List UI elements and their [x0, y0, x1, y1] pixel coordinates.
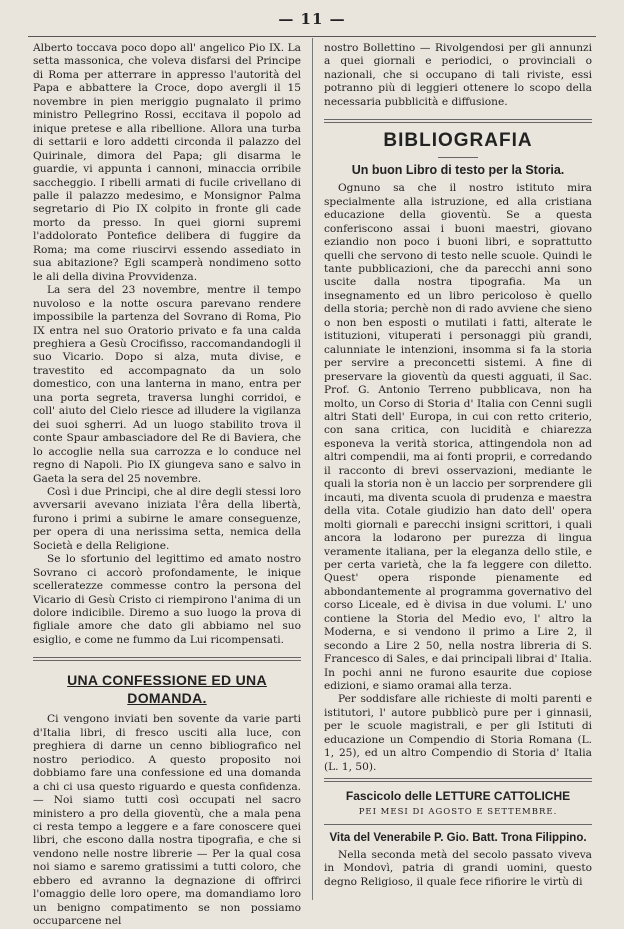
left-paragraph-3: Così i due Principi, che al dire degli stessi loro avversarii avevano iniziata l'êra della libertà, furono i primi a subirne le amare conseguenze, per opera di una nerissima setta, nemica della Società e della Religione.	[33, 485, 301, 552]
right-paragraph-4: Nella seconda metà del secolo passato viveva in Mondovì, patria di grandi uomini, questo degno Religioso, il quale fece rifiorire le virtù di	[324, 848, 592, 888]
right-paragraph-2: Ognuno sa che il nostro istituto mira specialmente alla istruzione, ed alla cristiana educazione della gioventù. Se a questa conferiscono assai i buoni maestri, giovano eziandio non poco i buoni libri, e soprattutto quelli che servono di testo nelle scuole. Quindi le tante pubblicazioni, che da parecchi anni sono uscite dalla nostra tipografia. Ma un insegnamento ed un libro pericoloso è quello della storia; perchè non di rado avviene che sieno o non ben esposti o mutilati i fatti, alterate le istituzioni, vituperati i personaggi più grandi, calunniate le intenzioni, insomma si fa la storia per servire a preconcetti sistemi. A fine di preservare la gioventù da questi agguati, il Sac. Prof. G. Antonio Terreno pubblicava, non ha molto, un Corso di Storia d' Italia con Cenni sugli altri Stati dell' Europa, in cui con retto criterio, con sana critica, con lucidità e chiarezza esponeva la verità storica, attingendola non ad altri compendii, ma ai fonti proprii, e corredando il racconto di brevi osservazioni, mediante le quali la storia non è un laccio per sorprendere gli incauti, ma diventa scuola di prudenza e maestra della vita. Cotale giudizio han dato dell' opera molti giornali e parecchi insigni scrittori, i quali ancora la lodarono per purezza di lingua veramente italiana, per la eleganza dello stile, e per certa varietà, che la fa leggere con diletto. Quest' opera risponde pienamente ed abbondantemente al programma governativo del corso Liceale, ed è divisa in due volumi. L' uno contiene la Storia del Medio evo, l' altro la Moderna, e si vendono il primo a Lire 2, il secondo a Lire 2 50, nella nostra libreria di S. Francesco di Sales, e dai principali librai d' Italia. In pochi anni ne furono esaurite due copiose edizioni, e siamo oramai alla terza.	[324, 182, 592, 693]
left-paragraph-2: La sera del 23 novembre, mentre il tempo nuvoloso e la notte oscura parevano rendere impossibile la partenza del Sovrano di Roma, Pio IX entra nel suo Oratorio privato e fa una calda preghiera a Gesù Crocifisso, raccomandandogli il suo Vicario. Dopo si alza, muta divise, e travestito ed accompagnato da un solo domestico, con una lanterna in mano, entra per una porta segreta, traversa lunghi corridoi, e coll' aiuto del Cielo riesce ad illudere la vigilanza dei suoi sgherri. Ad un luogo stabilito trova il conte Spaur ambasciadore del Re di Baviera, che lo accoglie nella sua carrozza e lo conduce nel regno di Napoli. Pio IX giungeva sano e salvo in Gaeta la sera del 25 novembre.	[33, 284, 301, 485]
page-number: — 11 —	[278, 10, 346, 28]
left-paragraph-5: Ci vengono inviati ben sovente da varie parti d'Italia libri, di fresco usciti alla luce, con preghiera di darne un cenno bibliografico nel nostro periodico. A questo proposito noi dobbiamo fare una confessione ed una domanda a chi ci usa questo riguardo e questa confidenza. — Noi siamo tutti così occupati nel sacro ministero a pro della gioventù, che a mala pena ci resta tempo a leggere e a fare conoscere quei libri, che escono dalla nostra tipografia, e che si vendono nelle nostre librerie — Per la qual cosa noi siamo e saremo gratissimi a tutti coloro, che ebbero ed avranno la degnazione di offrirci l'omaggio delle loro opere, ma domandiamo loro un benigno compatimento se non possiamo occuparcene nel	[33, 713, 301, 928]
right-paragraph-3: Per soddisfare alle richieste di molti parenti e istitutori, l' autore pubblicò pure per i ginnasii, per le scuole magistrali, e per gli Istituti di educazione un Compendio di Storia Romana (L. 1, 25), ed un altro Compendio di Storia d' Italia (L. 1, 50).	[324, 693, 592, 773]
heading-mesi: PEI MESI DI AGOSTO E SETTEMBRE.	[358, 807, 558, 818]
right-column	[324, 42, 592, 889]
heading-vita: Vita del Venerabile P. Gio. Batt. Trona Filippino.	[329, 831, 587, 844]
section-rule	[33, 657, 301, 661]
heading-libro: Un buon Libro di testo per la Storia.	[351, 163, 565, 178]
right-paragraph-1: nostro Bollettino — Rivolgendosi per gli annunzi a quei giornali e periodici, o provinciali o nazionali, che si occupano di tali riviste, essi potranno più di leggieri ottenere lo scopo della necessaria pubblicità e diffusione.	[324, 42, 592, 108]
column-divider	[312, 38, 313, 900]
header-rule	[28, 36, 596, 37]
section-rule	[324, 778, 592, 782]
heading-bibliografia: BIBLIOGRAFIA	[383, 130, 533, 152]
left-column	[33, 42, 301, 929]
section-rule	[324, 824, 592, 825]
left-paragraph-1: Alberto toccava poco dopo all' angelico Pio IX. La setta massonica, che voleva disfarsi del Principe di Roma per atterrare in appresso l'autorità del Papa e abbattere la Croce, dopo avergli il 15 novembre in pien meriggio pugnalato il primo ministro Pellegrino Rossi, eccitava il popolo ad inique pretese e alla ribellione. Allora una turba di settarii e loro addetti circonda il palazzo del Quirinale, dimora del Papa; gli disarma le guardie, vi appunta i cannoni, minaccia orribile saccheggio. I ribelli armati di fucile crivellano di palle il palazzo medesimo, e Monsignor Palma segretario di Pio IX colpito in fronte gli cade morto da presso. In quei giorni supremi l'addolorato Pontefice delibera di fuggire da Roma; ma come riuscirvi essendo assediato in sua abitazione? Egli scamperà nondimeno sotto le ali della divina Provvidenza.	[33, 42, 301, 283]
section-rule	[324, 119, 592, 123]
heading-confessione: UNA CONFESSIONE ED UNA DOMANDA.	[67, 672, 267, 707]
left-paragraph-4: Se lo sfortunio del legittimo ed amato nostro Sovrano ci accorò profondamente, le inique scelleratezze commesse contro la persona del Vicario di Gesù Cristo ci riempirono l'anima di un dolore indicibile. Diremo a suo luogo la prova di figliale amore che dato gli abbiamo nel suo esiglio, e come ne fummo da Lui ricompensati.	[33, 553, 301, 646]
heading-fascicolo: Fascicolo delle LETTURE CATTOLICHE	[345, 789, 571, 804]
short-rule	[438, 157, 478, 158]
